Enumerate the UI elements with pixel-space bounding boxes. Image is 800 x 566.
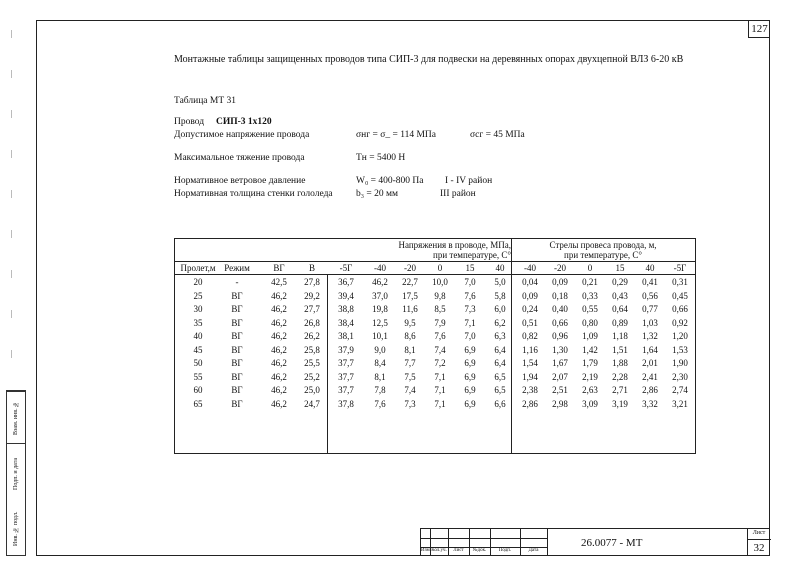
table-cell: ВГ [231,331,243,341]
wind-label: Нормативное ветровое давление [174,176,306,186]
column-header: 40 [495,263,505,273]
top-page-number: 127 [748,20,770,38]
table-cell: 55 [193,371,203,382]
table-cell: 29,2 [304,290,320,301]
table-cell: 0,80 [582,317,598,328]
table-cell: 12,5 [372,317,388,328]
table-cell: 7,6 [374,398,386,409]
table-cell: 8,5 [434,304,446,314]
side-label-inventory: Инв. № подл. [13,511,19,547]
table-cell: 6,9 [464,358,476,368]
column-header: Пролет,м [180,263,216,273]
table-cell: ВГ [231,304,243,314]
table-cell: 25,5 [304,358,320,368]
table-cell: 38,1 [338,331,354,341]
table-cell: 1,16 [522,344,538,355]
table-cell: 9,5 [404,317,416,328]
table-cell: 7,6 [464,290,476,301]
allowed-stress-label: Допустимое напряжение провода [174,130,310,140]
ice-value: b₃ = 20 мм [356,189,399,199]
table-cell: 2,74 [672,385,688,395]
table-cell: 37,7 [338,358,354,368]
column-header: -5Г [339,263,353,273]
table-cell: 0,21 [582,277,598,287]
table-cell: 7,2 [434,358,446,368]
stamp-label: Подп. [498,548,512,553]
table-cell: 2,01 [642,358,658,368]
tension-value: Тн = 5400 Н [356,153,406,163]
table-cell: 6,5 [494,371,506,382]
table-cell: 7,7 [404,358,416,368]
table-cell: 0,41 [642,277,658,287]
table-cell: 1,18 [612,331,628,341]
table-cell: 46,2 [271,290,287,301]
table-cell: 7,5 [404,371,416,382]
table-cell: 9,8 [434,290,446,301]
column-header: Режим [224,263,250,273]
table-cell: 7,0 [464,277,476,287]
table-cell: 6,2 [494,317,506,328]
table-cell: 37,0 [372,290,388,301]
table-cell: ВГ [231,398,243,409]
table-cell: 26,8 [304,317,320,328]
title-block-rule [747,539,771,540]
table-cell: 60 [193,385,203,395]
margin-tick [11,230,12,238]
stress-group-sub: при температуре, С° [433,250,511,260]
table-cell: 0,66 [552,317,568,328]
wind-region: I - IV район [445,176,493,186]
table-cell: 65 [193,398,203,409]
table-cell: 2,86 [522,398,538,409]
table-cell: 46,2 [271,398,287,409]
table-cell: 0,24 [522,304,538,314]
table-cell: 2,38 [522,385,538,395]
table-cell: ВГ [231,385,243,395]
table-cell: 0,89 [612,317,628,328]
table-cell: 0,09 [522,290,538,301]
table-cell: 46,2 [372,277,388,287]
table-cell: 36,7 [338,277,354,287]
table-cell: 2,63 [582,385,598,395]
table-cell: 5,8 [494,290,506,301]
table-cell: 9,0 [374,344,386,355]
table-cell: 8,4 [374,358,386,368]
table-cell: 46,2 [271,304,287,314]
side-approval-strip [6,390,26,556]
table-cell: 37,7 [338,371,354,382]
table-cell: 0,55 [582,304,598,314]
table-cell: 2,30 [672,371,688,382]
table-cell: 25,8 [304,344,320,355]
sheet-label: Лист [752,530,766,536]
table-cell: 2,86 [642,385,658,395]
table-cell: 10,0 [432,277,448,287]
allowed-stress-value: σнг = σ_ = 114 МПа [356,130,436,140]
table-cell: 3,32 [642,398,658,409]
table-cell: 25 [193,290,203,301]
table-cell: 2,19 [582,371,598,382]
column-header: -20 [404,263,416,273]
table-cell: 6,0 [494,304,506,314]
table-cell: 1,53 [672,344,688,355]
stamp-label: №док. [472,548,487,553]
table-cell: 1,09 [582,331,598,341]
table-cell: 50 [193,358,203,368]
margin-tick [11,110,12,118]
table-cell: 6,4 [494,344,506,355]
table-cell: 38,4 [338,317,354,328]
table-cell: 46,2 [271,317,287,328]
column-header: 0 [587,263,593,273]
table-cell: 6,9 [464,344,476,355]
table-cell: 7,1 [434,385,446,395]
table-cell: 7,6 [434,331,446,341]
table-cell: 7,9 [434,317,446,328]
table-cell: 2,51 [552,385,568,395]
table-cell: 30 [193,304,203,314]
table-cell: 7,1 [434,398,446,409]
table-cell: 46,2 [271,385,287,395]
table-cell: 26,2 [304,331,320,341]
page-title: Монтажные таблицы защищенных проводов типа СИП-3 для подвески на деревянных опорах двухцепной ВЛЗ 6-20 кВ [174,54,684,65]
table-cell: 2,28 [612,371,628,382]
column-header: В [308,263,315,273]
table-cell: 20 [193,277,203,287]
tension-label: Максимальное тяжение провода [174,153,305,163]
column-header: 40 [645,263,655,273]
stamp-label: Изм. [421,548,431,553]
table-cell: 6,9 [464,371,476,382]
table-cell: 1,20 [672,331,688,341]
table-cell: 42,5 [271,277,287,287]
table-cell: 27,7 [304,304,320,314]
stamp-label: Кол.уч. [431,548,447,553]
table-cell: 0,04 [522,277,538,287]
margin-tick [11,310,12,318]
table-cell: 0,96 [552,331,568,341]
table-cell: 6,5 [494,385,506,395]
table-cell: 3,21 [672,398,688,409]
table-cell: 7,8 [374,385,386,395]
table-cell: 11,6 [402,304,418,314]
mounting-table [174,238,696,454]
table-cell: 37,8 [338,398,354,409]
table-cell: 2,41 [642,371,658,382]
table-cell: 8,1 [374,371,386,382]
table-cell: 1,79 [582,358,598,368]
table-cell: 40 [193,331,203,341]
table-cell: - [235,277,239,287]
column-header: -40 [524,263,536,273]
table-cell: 1,54 [522,358,538,368]
table-cell: 3,19 [612,398,628,409]
table-cell: 5,0 [494,277,506,287]
margin-tick [11,30,12,38]
table-cell: 6,4 [494,358,506,368]
table-cell: 0,66 [672,304,688,314]
table-cell: 7,4 [434,344,446,355]
table-cell: 39,4 [338,290,354,301]
margin-tick [11,150,12,158]
table-cell: 24,7 [304,398,320,409]
table-cell: 22,7 [402,277,418,287]
table-cell: 37,9 [338,344,354,355]
table-cell: 0,51 [522,317,538,328]
sheet-number: 32 [753,542,765,554]
table-cell: ВГ [231,358,243,368]
stamp-label: Лист [453,548,464,553]
table-cell: 7,4 [404,385,416,395]
table-cell: 6,9 [464,385,476,395]
wire-value: СИП-3 1х120 [216,117,272,127]
allowed-stress-value-2: σсг = 45 МПа [470,130,525,140]
table-cell: 37,7 [338,385,354,395]
table-cell: 7,3 [464,304,476,314]
column-header: 0 [437,263,443,273]
margin-tick [11,350,12,358]
table-cell: 25,2 [304,371,320,382]
wind-value: W₀ = 400-800 Па [356,176,424,186]
table-cell: 7,1 [434,371,446,382]
table-cell: 2,98 [552,398,568,409]
table-cell: 1,30 [552,344,568,355]
table-cell: 1,88 [612,358,628,368]
table-rule [175,261,695,262]
table-cell: 7,1 [464,317,476,328]
table-cell: 0,43 [612,290,628,301]
table-cell: 6,6 [494,398,506,409]
table-cell: 25,0 [304,385,320,395]
stress-group-header: Напряжения в проводе, МПа, [398,240,511,250]
table-cell: 17,5 [402,290,418,301]
table-cell: 8,1 [404,344,416,355]
table-cell: 38,8 [338,304,354,314]
column-header: ВГ [273,263,285,273]
table-cell: 0,64 [612,304,628,314]
title-block [420,528,770,556]
margin-tick [11,70,12,78]
table-cell: 8,6 [404,331,416,341]
table-cell: 19,8 [372,304,388,314]
column-header: 15 [615,263,625,273]
sag-group-header: Стрелы провеса провода, м, [549,240,657,250]
margin-tick [11,190,12,198]
table-cell: 7,0 [464,331,476,341]
table-cell: 46,2 [271,331,287,341]
table-cell: ВГ [231,344,243,355]
column-header: -20 [554,263,566,273]
table-cell: 10,1 [372,331,388,341]
table-cell: 0,31 [672,277,688,287]
stamp-label: Дата [528,548,539,553]
document-code: 26.0077 - МТ [581,537,643,549]
table-cell: 35 [193,317,203,328]
table-cell: 1,64 [642,344,658,355]
table-cell: 2,07 [552,371,568,382]
margin-tick [11,270,12,278]
table-cell: 46,2 [271,344,287,355]
table-cell: 0,92 [672,317,688,328]
sag-group-sub: при температуре, С° [564,250,642,260]
wire-label: Провод [174,117,205,127]
table-cell: 1,42 [582,344,598,355]
table-cell: 46,2 [271,371,287,382]
table-cell: 0,77 [642,304,658,314]
table-id: Таблица МТ 31 [174,96,237,106]
side-label-sign: Подп. и дата [7,443,25,503]
table-cell: 0,33 [582,290,598,301]
table-rule [175,274,695,275]
table-cell: 27,8 [304,277,320,287]
table-cell: 0,18 [552,290,568,301]
table-cell: 1,03 [642,317,658,328]
table-cell: ВГ [231,371,243,382]
table-cell: 1,32 [642,331,658,341]
column-header: -40 [374,263,386,273]
table-cell: 0,45 [672,290,688,301]
table-cell: 46,2 [271,358,287,368]
table-cell: 1,67 [552,358,568,368]
table-rule [327,275,328,453]
table-cell: 0,29 [612,277,628,287]
table-cell: 6,3 [494,331,506,341]
table-cell: 2,71 [612,385,628,395]
table-cell: ВГ [231,317,243,328]
ice-label: Нормативная толщина стенки гололеда [174,189,333,199]
table-cell: 6,9 [464,398,476,409]
table-cell: 0,40 [552,304,568,314]
table-cell: 0,82 [522,331,538,341]
table-cell: 1,94 [522,371,538,382]
table-cell: 1,90 [672,358,688,368]
table-cell: 3,09 [582,398,598,409]
column-header: -5Г [673,263,687,273]
table-cell: 45 [193,344,203,355]
column-header: 15 [465,263,475,273]
table-cell: 1,51 [612,344,628,355]
table-cell: 0,56 [642,290,658,301]
table-cell: 0,09 [552,277,568,287]
table-cell: ВГ [231,290,243,301]
ice-region: III район [440,189,476,199]
table-cell: 7,3 [404,398,416,409]
side-label-replace: Взам. инв. № [7,391,25,443]
